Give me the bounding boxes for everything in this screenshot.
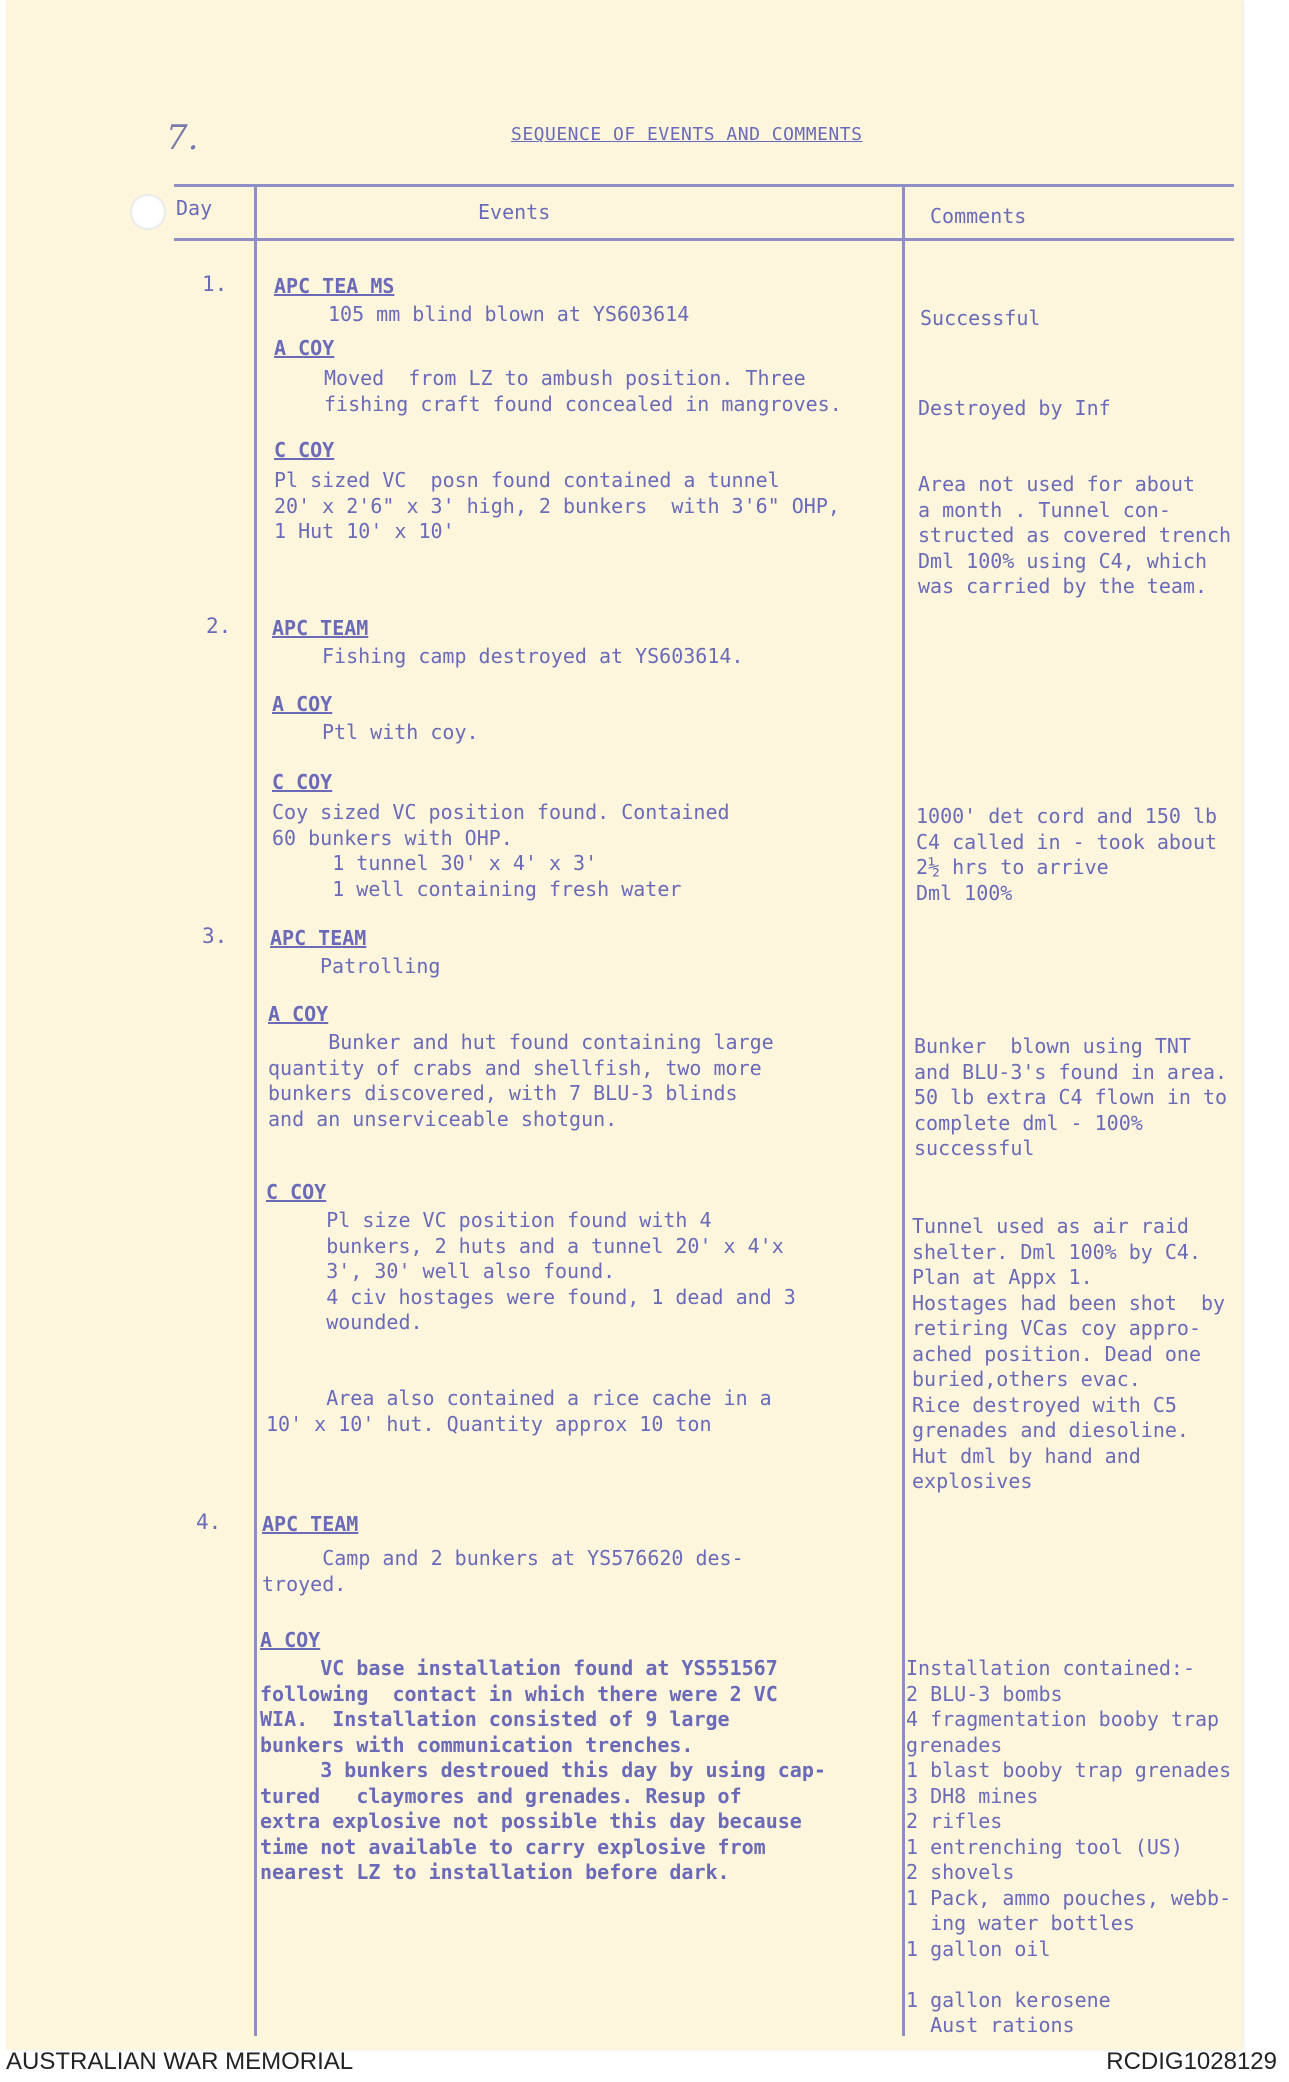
- punch-hole: [130, 194, 166, 230]
- event-text: Pl sized VC posn found contained a tunnel 20' x 2'6" x 3' high, 2 bunkers with 3'6" OHP, 1 Hut 10' x 10': [274, 468, 840, 543]
- event-text: Pl size VC position found with 4 bunkers, 2 huts and a tunnel 20' x 4'x 3', 30' well also found. 4 civ hostages were found, 1 dead and 3 wounded.: [326, 1208, 796, 1334]
- page-number-mark: 7.: [166, 118, 199, 158]
- table-top-rule: [174, 184, 1234, 187]
- event-text: Ptl with coy.: [322, 720, 479, 744]
- event-text: Coy sized VC position found. Contained 60 bunkers with OHP. 1 tunnel 30' x 4' x 3' 1 well containing fresh water: [272, 800, 730, 901]
- a-coy-heading: A COY: [268, 1002, 329, 1026]
- event-text: Moved from LZ to ambush position. Three fishing craft found concealed in mangroves.: [324, 366, 842, 416]
- event-text: Patrolling: [320, 954, 441, 978]
- c-coy-heading: C COY: [272, 770, 333, 794]
- comment-text: Tunnel used as air raid shelter. Dml 100% by C4. Plan at Appx 1. Hostages had been shot by retiring VCas coy appro- ached position. Dead one buried,others evac. Rice destroyed with C5 grenades and diesoline. Hut dml by hand and explosives: [912, 1214, 1226, 1493]
- footer-archive-name: AUSTRALIAN WAR MEMORIAL: [6, 2048, 354, 2075]
- c-coy-heading: C COY: [274, 438, 335, 462]
- comment-text: Installation contained:- 2 BLU-3 bombs 4 fragmentation booby trap grenades 1 blast booby trap grenades 3 DH8 mines 2 rifles 1 entrenching tool (US) 2 shovels 1 Pack, ammo pouches, webb- ing water bottles 1 gallon oil 1 gallon kerosene Aust rations: [906, 1656, 1232, 2037]
- header-comments: Comments: [930, 204, 1027, 228]
- footer-record-id: RCDIG1028129: [1106, 2048, 1277, 2075]
- day-number: 4.: [196, 1510, 222, 1534]
- event-text: VC base installation found at YS551567 following contact in which there were 2 VC WIA. Installation consisted of 9 large bunkers with communication trenches. 3 bunkers destroued this day by using cap- tured claymores and grenades. Resup of extra explosive not possible this day because time not available to carry explosive from nearest LZ to installation before dark.: [260, 1656, 826, 1884]
- apc-team-heading: APC TEA MS: [274, 274, 395, 298]
- a-coy-heading: A COY: [272, 692, 333, 716]
- event-text: Area also contained a rice cache in a 10' x 10' hut. Quantity approx 10 ton: [266, 1386, 772, 1436]
- comment-text: Destroyed by Inf: [918, 396, 1111, 420]
- events-column-rule: [254, 186, 257, 2036]
- header-events: Events: [478, 200, 551, 224]
- comment-text: Bunker blown using TNT and BLU-3's found in area. 50 lb extra C4 flown in to complete dml - 100% successful: [914, 1034, 1228, 1160]
- apc-team-heading: APC TEAM: [272, 616, 369, 640]
- c-coy-heading: C COY: [266, 1180, 327, 1204]
- document-page: [6, 0, 1242, 2050]
- table-header-rule: [174, 238, 1234, 241]
- event-text: Bunker and hut found containing large quantity of crabs and shellfish, two more bunkers discovered, with 7 BLU-3 blinds and an unserviceable shotgun.: [268, 1030, 774, 1131]
- event-text: 105 mm blind blown at YS603614: [328, 302, 690, 326]
- header-day: Day: [176, 196, 213, 220]
- apc-team-heading: APC TEAM: [270, 926, 367, 950]
- apc-team-heading: APC TEAM: [262, 1512, 359, 1536]
- document-title: SEQUENCE OF EVENTS AND COMMENTS: [511, 124, 863, 145]
- comment-text: Area not used for about a month . Tunnel con- structed as covered trench Dml 100% using C4, which was carried by the team.: [918, 472, 1232, 598]
- comment-text: Successful: [920, 306, 1041, 330]
- comments-column-rule: [902, 186, 905, 2036]
- comment-text: 1000' det cord and 150 lb C4 called in - took about 2½ hrs to arrive Dml 100%: [916, 804, 1218, 905]
- a-coy-heading: A COY: [260, 1628, 321, 1652]
- event-text: Camp and 2 bunkers at YS576620 des- troyed.: [262, 1546, 744, 1596]
- day-number: 1.: [202, 272, 228, 296]
- a-coy-heading: A COY: [274, 336, 335, 360]
- event-text: Fishing camp destroyed at YS603614.: [322, 644, 744, 668]
- day-number: 2.: [206, 614, 232, 638]
- day-number: 3.: [202, 924, 228, 948]
